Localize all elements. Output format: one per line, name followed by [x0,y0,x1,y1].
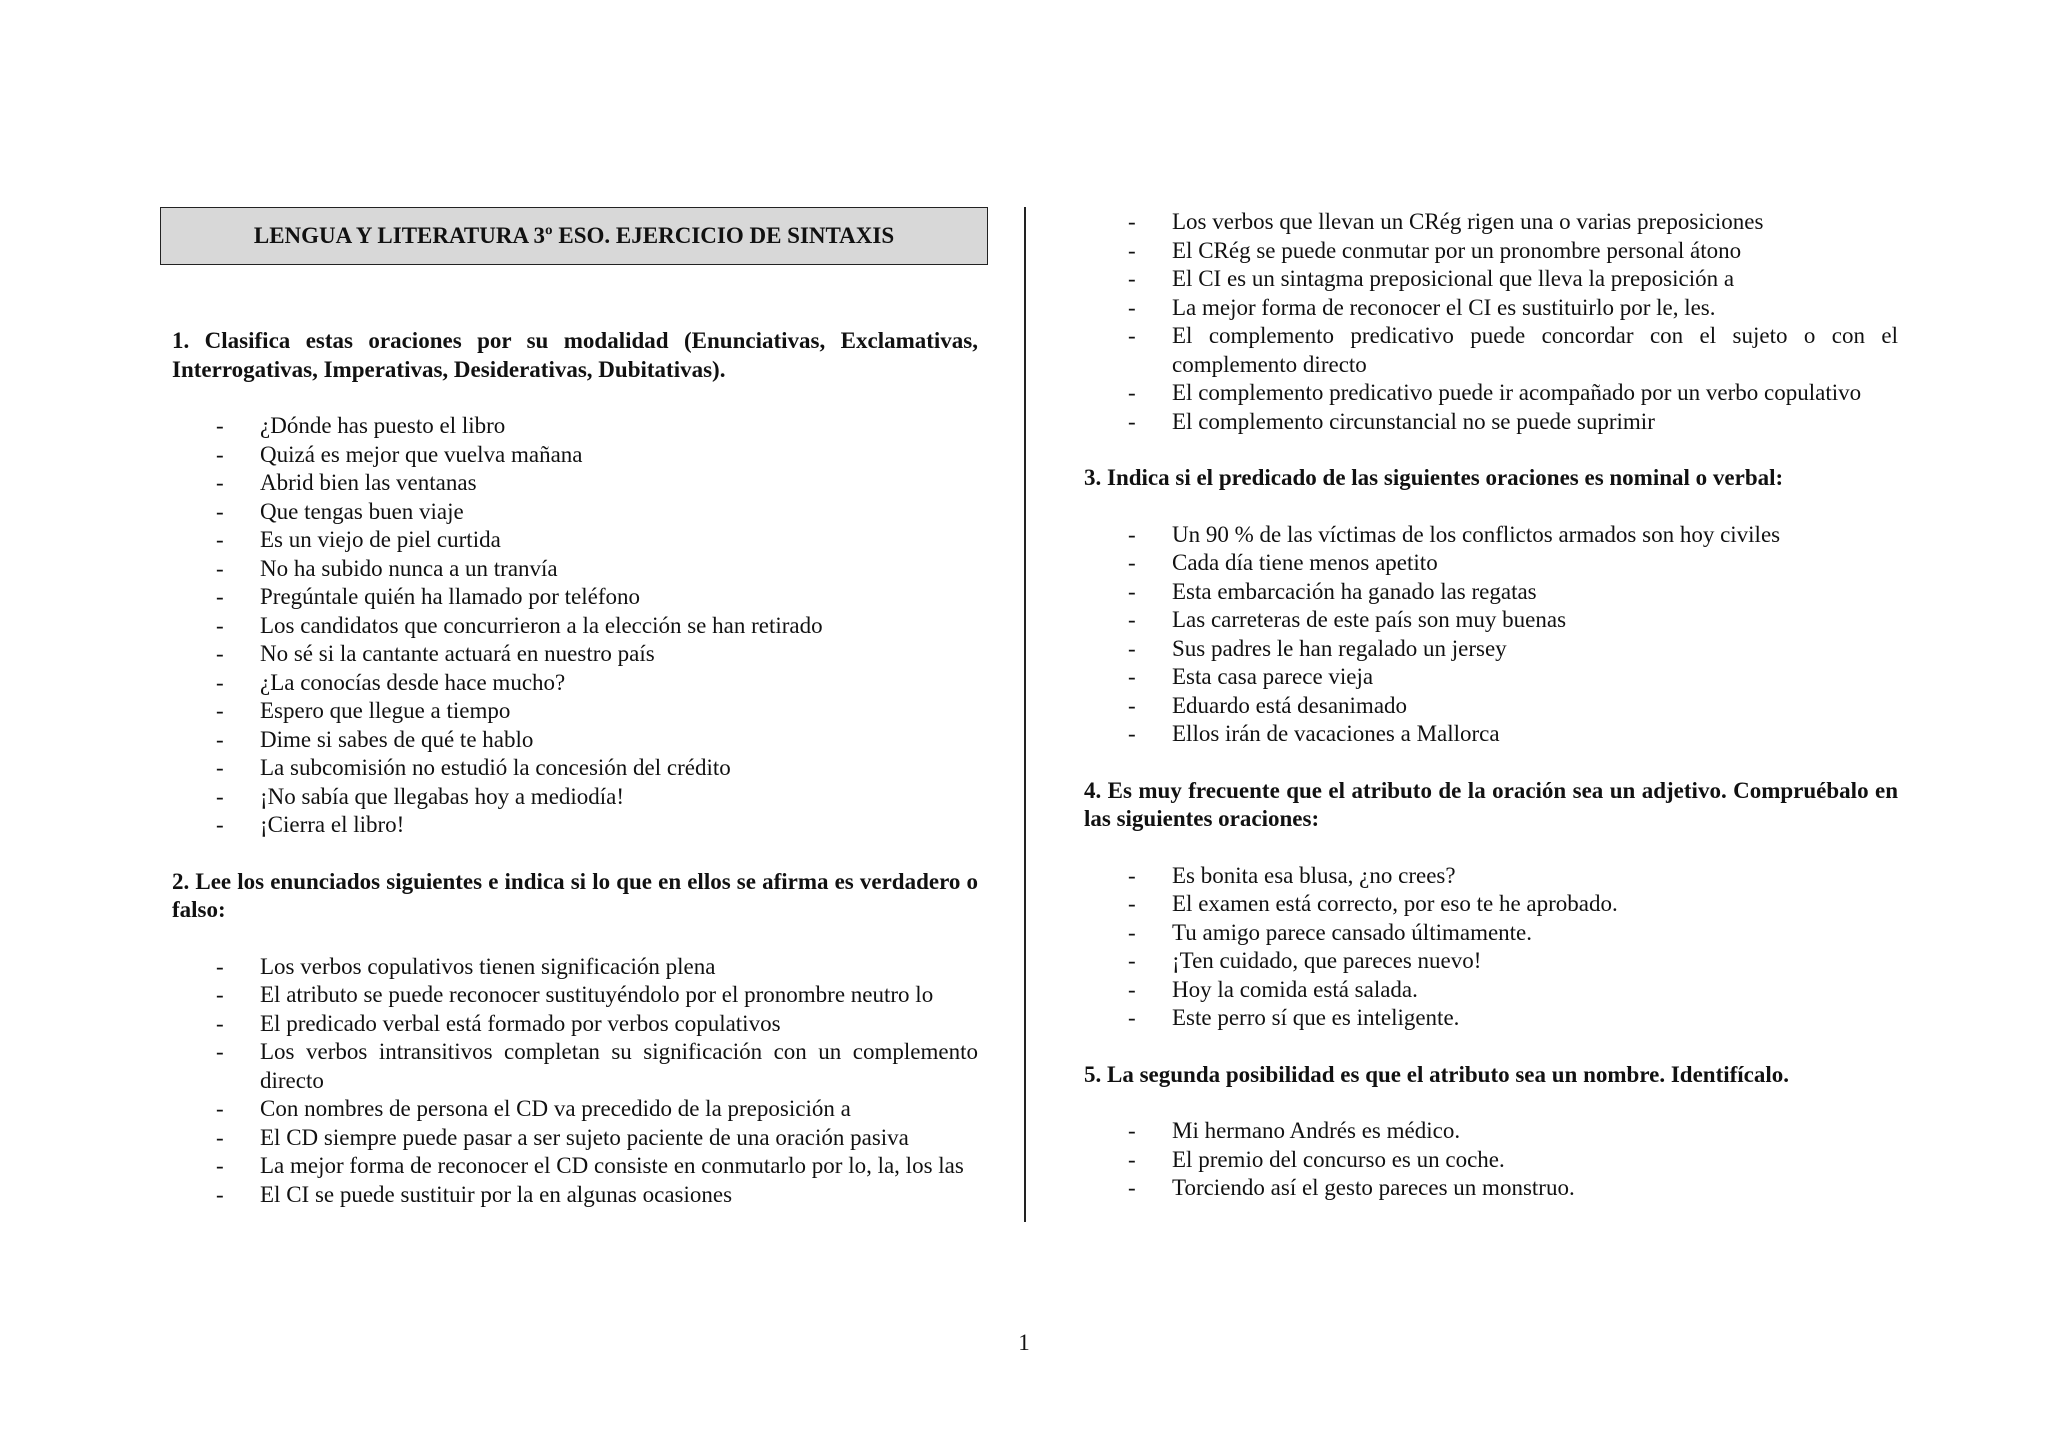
question-4: 4. Es muy frecuente que el atributo de la oración sea un adjetivo. Compruébalo en las siguientes oraciones: [1084,777,1898,831]
list-item: - La mejor forma de reconocer el CD consiste en conmutarlo por lo, la, los las [160,1152,990,1181]
list-item: - Tu amigo parece cansado últimamente. [1072,919,1910,948]
list-item: - ¿Dónde has puesto el libro [160,412,990,441]
page-number: 1 [1018,1330,1030,1355]
list-item: - Abrid bien las ventanas [160,469,990,498]
list-item: - Es un viejo de piel curtida [160,526,990,555]
list-item: - Este perro sí que es inteligente. [1072,1004,1910,1033]
list-item: - Los verbos que llevan un CRég rigen una o varias preposiciones [1072,208,1910,237]
question-3: 3. Indica si el predicado de las siguientes oraciones es nominal o verbal: [1084,465,1784,490]
list-item: - Eduardo está desanimado [1072,692,1910,721]
question-2: 2. Lee los enunciados siguientes e indica si lo que en ellos se afirma es verdadero o falso: [172,868,978,922]
list-item: - ¡No sabía que llegabas hoy a mediodía! [160,783,990,812]
list-item: - Torciendo así el gesto pareces un monstruo. [1072,1174,1910,1203]
question-2-list-continued [1072,208,1910,436]
list-item: - Los candidatos que concurrieron a la elección se han retirado [160,612,990,641]
list-item: - Es bonita esa blusa, ¿no crees? [1072,862,1910,891]
list-item: - Pregúntale quién ha llamado por teléfono [160,583,990,612]
list-item: - Quizá es mejor que vuelva mañana [160,441,990,470]
list-item: - ¡Ten cuidado, que pareces nuevo! [1072,947,1910,976]
list-item: - El predicado verbal está formado por verbos copulativos [160,1010,990,1039]
list-item: - El atributo se puede reconocer sustituyéndolo por el pronombre neutro lo [160,981,990,1010]
list-item: - Los verbos copulativos tienen significación plena [160,953,990,982]
list-item: - Los verbos intransitivos completan su significación con un complemento directo [160,1038,990,1095]
list-item: - Esta embarcación ha ganado las regatas [1072,578,1910,607]
list-item: - ¿La conocías desde hace mucho? [160,669,990,698]
question-1: 1. Clasifica estas oraciones por su modalidad (Enunciativas, Exclamativas, Interrogativas, Imperativas, Desiderativas, Dubitativas). [172,328,978,382]
list-item: - Las carreteras de este país son muy buenas [1072,606,1910,635]
question-2-list [160,953,990,1210]
list-item: - Con nombres de persona el CD va precedido de la preposición a [160,1095,990,1124]
list-item: - El CRég se puede conmutar por un pronombre personal átono [1072,237,1910,266]
list-item: - El examen está correcto, por eso te he aprobado. [1072,890,1910,919]
list-item: - Un 90 % de las víctimas de los conflictos armados son hoy civiles [1072,521,1910,550]
list-item: - El CD siempre puede pasar a ser sujeto paciente de una oración pasiva [160,1124,990,1153]
list-item: - Ellos irán de vacaciones a Mallorca [1072,720,1910,749]
list-item: - El complemento circunstancial no se puede suprimir [1072,408,1910,437]
list-item: - No sé si la cantante actuará en nuestro país [160,640,990,669]
list-item: - ¡Cierra el libro! [160,811,990,840]
list-item: - El complemento predicativo puede concordar con el sujeto o con el complemento directo [1072,322,1910,379]
list-item: - El premio del concurso es un coche. [1072,1146,1910,1175]
list-item: - La mejor forma de reconocer el CI es sustituirlo por le, les. [1072,294,1910,323]
list-item: - La subcomisión no estudió la concesión del crédito [160,754,990,783]
question-5: 5. La segunda posibilidad es que el atributo sea un nombre. Identifícalo. [1084,1061,1790,1087]
column-divider [1024,207,1026,1222]
list-item: - El CI se puede sustituir por la en algunas ocasiones [160,1181,990,1210]
list-item: - Sus padres le han regalado un jersey [1072,635,1910,664]
list-item: - No ha subido nunca a un tranvía [160,555,990,584]
list-item: - Cada día tiene menos apetito [1072,549,1910,578]
question-4-list [1072,862,1910,1033]
list-item: - Dime si sabes de qué te hablo [160,726,990,755]
list-item: - Que tengas buen viaje [160,498,990,527]
title-text: LENGUA Y LITERATURA 3º ESO. EJERCICIO DE SINTAXIS [253,223,895,248]
list-item: - Esta casa parece vieja [1072,663,1910,692]
list-item: - El CI es un sintagma preposicional que lleva la preposición a [1072,265,1910,294]
left-column [160,205,990,1209]
list-item: - Mi hermano Andrés es médico. [1072,1117,1910,1146]
question-1-list [160,412,990,840]
list-item: - Espero que llegue a tiempo [160,697,990,726]
list-item: - Hoy la comida está salada. [1072,976,1910,1005]
question-5-list [1072,1117,1910,1203]
list-item: - El complemento predicativo puede ir acompañado por un verbo copulativo [1072,379,1910,408]
right-column [1072,208,1910,1203]
question-3-list [1072,521,1910,749]
